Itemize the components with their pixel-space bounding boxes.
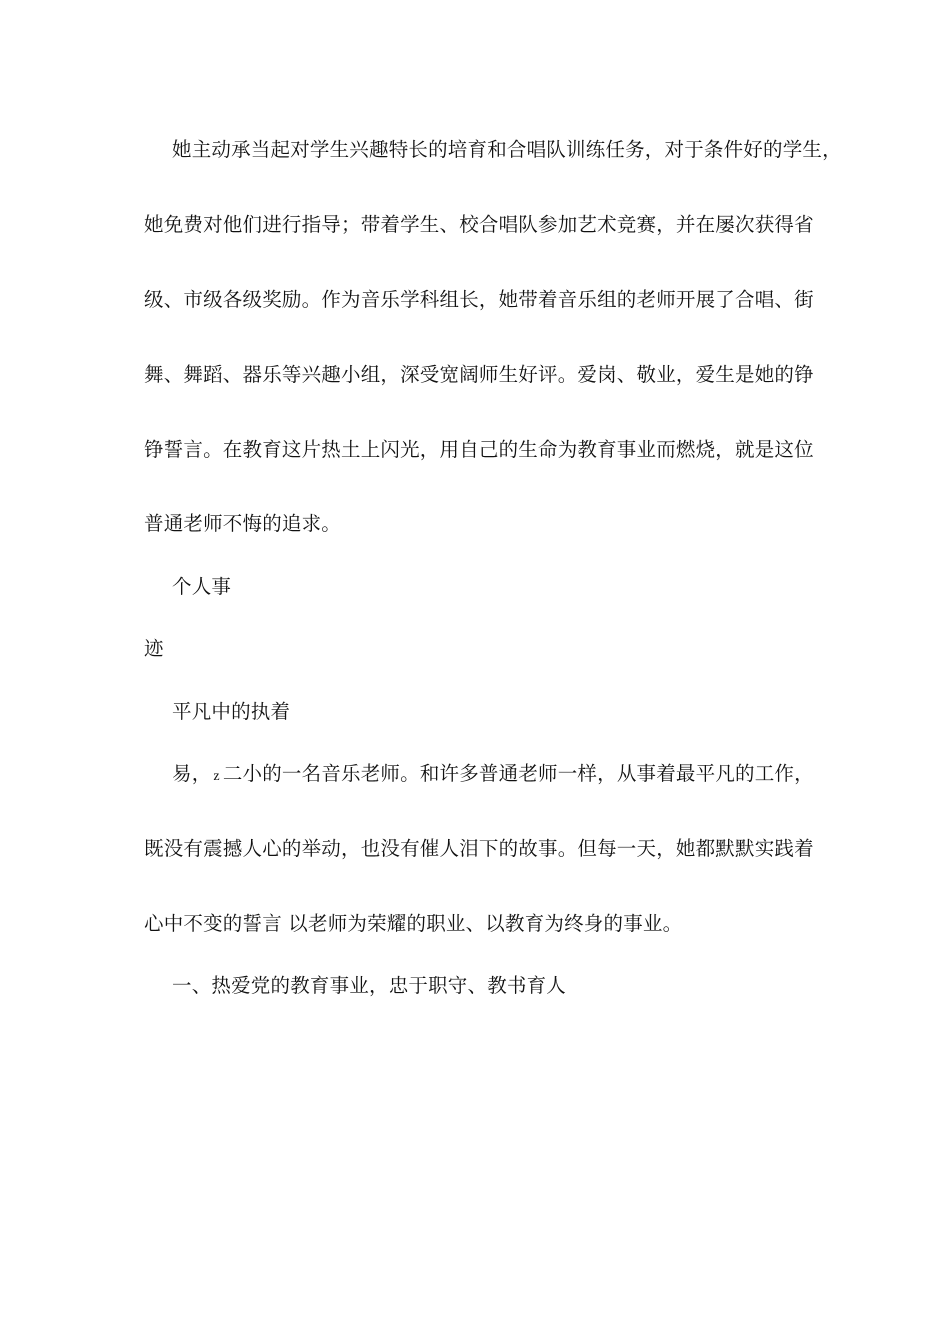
paragraph-line-5: 铮誓言。在教育这片热土上闪光，用自己的生命为教育事业而燃烧，就是这位 [144,438,814,461]
paragraph2-line-3: 心中不变的誓言 以老师为荣耀的职业、以教育为终身的事业。 [144,912,683,935]
paragraph-line-6: 普通老师不悔的追求。 [144,512,342,535]
paragraph2-line-1-rest: 二小的一名音乐老师。和许多普通老师一样，从事着最平凡的工作， [222,762,814,785]
heading-line-1: 个人事 [172,575,232,598]
paragraph-line-2: 她免费对他们进行指导；带着学生、校合唱队参加艺术竞赛，并在屡次获得省 [144,213,814,236]
paragraph2-line-1-start: 易， [172,762,212,785]
heading-line-2: 迹 [144,637,164,660]
paragraph-line-3: 级、市级各级奖励。作为音乐学科组长，她带着音乐组的老师开展了合唱、街 [144,288,814,311]
section-title: 平凡中的执着 [172,700,291,723]
paragraph2-line-1 [172,761,814,790]
subsection-heading: 一、热爱党的教育事业，忠于职守、教书育人 [172,974,567,997]
paragraph-line-4: 舞、舞蹈、器乐等兴趣小组，深受宽阔师生好评。爱岗、敬业，爱生是她的铮 [144,363,814,386]
paragraph2-line-2: 既没有震撼人心的举动，也没有催人泪下的故事。但每一天，她都默默实践着 [144,837,814,860]
paragraph2-line-1-z: z [213,769,220,784]
paragraph-line-1: 她主动承当起对学生兴趣特长的培育和合唱队训练任务，对于条件好的学生， [172,138,842,161]
